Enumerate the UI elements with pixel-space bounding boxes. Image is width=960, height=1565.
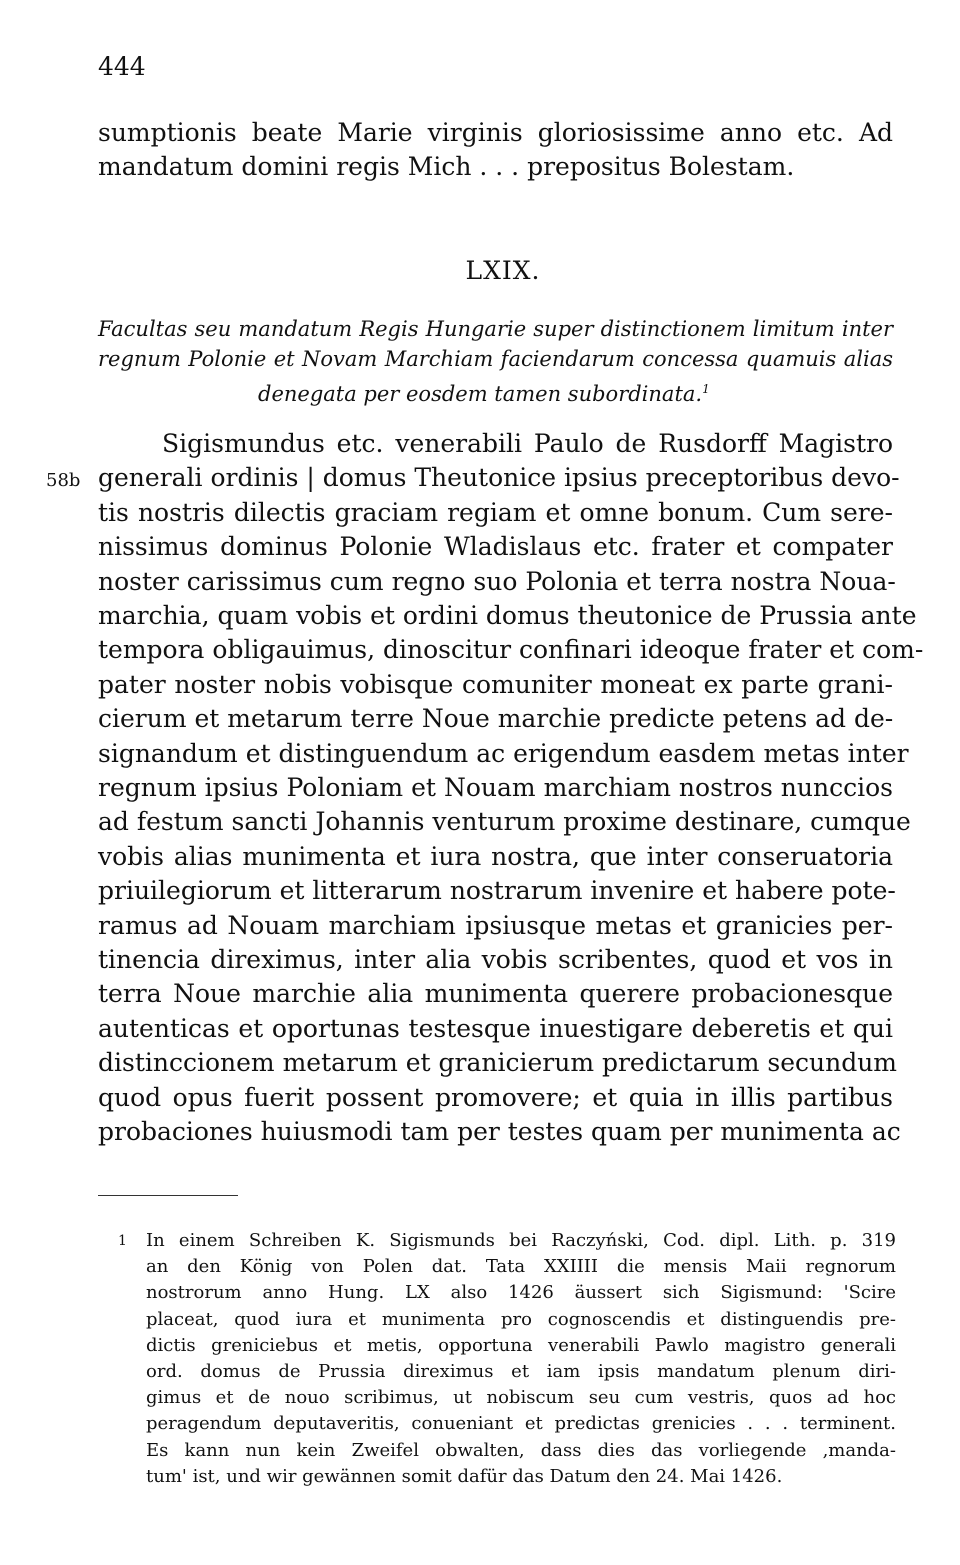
footnote-line: tum' ist, und wir gewännen somit dafür das Datum den 24. Mai 1426. bbox=[146, 1465, 783, 1487]
footnote-line: ord. domus de Prussia direximus et iam ipsis mandatum plenum diri- bbox=[146, 1361, 896, 1382]
footnote-line: an den König von Polen dat. Tata XXIIII die mensis Maii regnorum bbox=[146, 1256, 896, 1278]
footnote-marker: 1 bbox=[118, 1233, 127, 1249]
body-line: generali ordinis | domus Theutonice ipsius preceptoribus devo- bbox=[98, 463, 900, 493]
regest-line-1: Facultas seu mandatum Regis Hungarie super distinctionem limitum inter bbox=[98, 317, 893, 341]
page-number: 444 bbox=[98, 52, 146, 81]
body-line: ad festum sancti Johannis venturum proxime destinare, cumque bbox=[98, 807, 911, 837]
regest-footnote-marker: 1 bbox=[702, 382, 710, 396]
body-line: signandum et distinguendum ac erigendum easdem metas inter bbox=[98, 738, 909, 768]
body-line: tis nostris dilectis graciam regiam et omne bonum. Cum sere- bbox=[98, 497, 893, 527]
footnote-line: Es kann nun kein Zweifel obwalten, dass dies das vorliegende ‚manda- bbox=[146, 1439, 896, 1461]
body-line: tinencia direximus, inter alia vobis scribentes, quod et vos in bbox=[98, 945, 893, 974]
body-line: quod opus fuerit possent promovere; et quia in illis partibus bbox=[98, 1082, 893, 1112]
body-line: probaciones huiusmodi tam per testes quam per munimenta ac bbox=[98, 1117, 901, 1146]
footnote-line: nostrorum anno Hung. LX also 1426 äussert sich Sigismund: 'Scire bbox=[146, 1282, 896, 1304]
body-line: distinccionem metarum et granicierum predictarum secundum bbox=[98, 1048, 898, 1078]
body-line: pater noster nobis vobisque comuniter moneat ex parte grani- bbox=[98, 669, 893, 699]
regest-line-3: denegata per eosdem tamen subordinata.$^1$ bbox=[258, 382, 710, 406]
body-line: tempora obligauimus, dinoscitur confinari ideoque frater et com- bbox=[98, 635, 924, 665]
footnote-line: dictis greniciebus et metis, opportuna venerabili Pawlo magistro generali bbox=[146, 1334, 896, 1356]
body-line: priuilegiorum et litterarum nostrarum invenire et habere pote- bbox=[98, 876, 896, 906]
footnote-line: In einem Schreiben K. Sigismunds bei Raczyński, Cod. dipl. Lith. p. 319 bbox=[146, 1230, 896, 1251]
body-line: terra Noue marchie alia munimenta querere probacionesque bbox=[98, 979, 893, 1009]
body-line: nissimus dominus Polonie Wladislaus etc. frater et compater bbox=[98, 532, 893, 562]
body-line: Sigismundus etc. venerabili Paulo de Rusdorff Magistro bbox=[162, 429, 893, 458]
lead-line-2: mandatum domini regis Mich . . . prepositus Bolestam. bbox=[98, 152, 795, 181]
body-line: cierum et metarum terre Noue marchie predicte petens ad de- bbox=[98, 704, 894, 734]
document-heading: LXIX. bbox=[465, 256, 541, 285]
body-line: vobis alias munimenta et iura nostra, que inter conseruatoria bbox=[98, 841, 893, 871]
footnote-line: peragendum deputaveritis, conueniant et predictas grenicies . . . terminent. bbox=[146, 1413, 896, 1435]
regest-line-2: regnum Polonie et Novam Marchiam faciendarum concessa quamuis alias bbox=[98, 347, 893, 371]
lead-line-1: sumptionis beate Marie virginis gloriosissime anno etc. Ad bbox=[98, 118, 893, 147]
footnote-rule bbox=[98, 1195, 238, 1196]
body-line: ramus ad Nouam marchiam ipsiusque metas et granicies per- bbox=[98, 910, 893, 940]
body-line: marchia, quam vobis et ordini domus theutonice de Prussia ante bbox=[98, 601, 917, 630]
footnote-line: gimus et de nouo scribimus, ut nobiscum seu cum vestris, quos ad hoc bbox=[146, 1387, 896, 1409]
body-line: regnum ipsius Poloniam et Nouam marchiam nostros nunccios bbox=[98, 773, 893, 802]
body-line: autenticas et oportunas testesque inuestigare deberetis et qui bbox=[98, 1013, 893, 1043]
margin-folio-note: 58b bbox=[46, 470, 81, 491]
footnote-line: placeat, quod iura et munimenta pro cognoscendis et distinguendis pre- bbox=[146, 1308, 896, 1330]
body-line: noster carissimus cum regno suo Polonia et terra nostra Noua- bbox=[98, 566, 896, 596]
